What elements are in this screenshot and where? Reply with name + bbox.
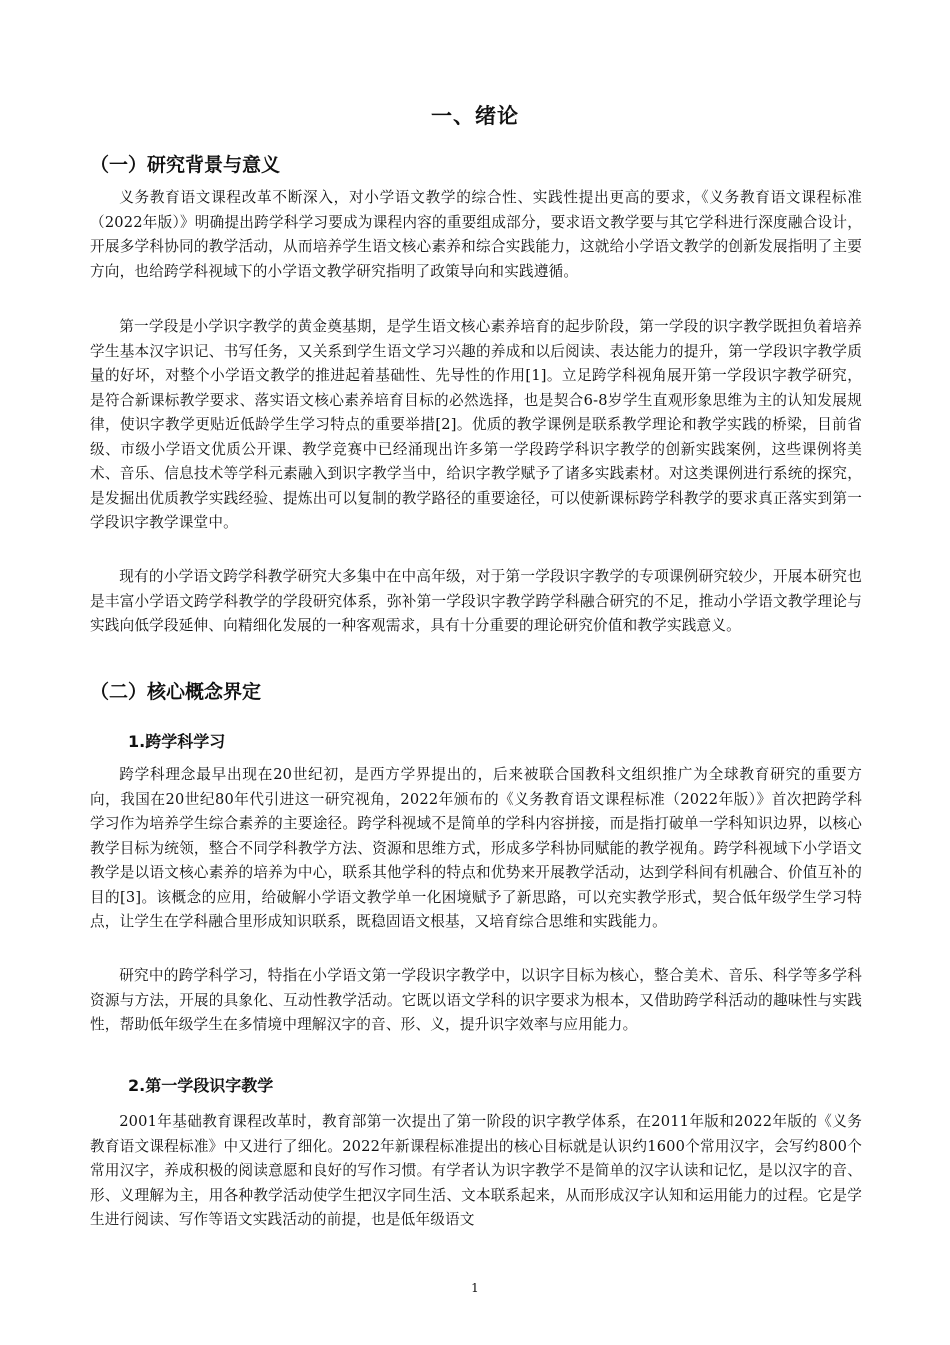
paragraph-background-2: 第一学段是小学识字教学的黄金奠基期，是学生语文核心素养培育的起步阶段，第一学段的识字教学既担负着培养学生基本汉字识记、书写任务，又关系到学生语文学习兴趣的养成和以后阅读、表达能力的提升，第一学段识字教学质量的好坏，对整个小学语文教学的推进起着基础性、先导性的作用[1]。立足跨学科视角展开第一学段识字教学研究，是符合新课标教学要求、落实语文核心素养培育目标的必然选择，也是契合6-8岁学生直观形象思维为主的认知发展规律，使识字教学更贴近低龄学生学习特点的重要举措[2]。优质的教学课例是联系教学理论和教学实践的桥梁，目前省级、市级小学语文优质公开课、教学竞赛中已经涌现出许多第一学段跨学科识字教学的创新实践案例，这些课例将美术、音乐、信息技术等学科元素融入到识字教学当中，给识字教学赋予了诸多实践素材。对这类课例进行系统的探究，是发掘出优质教学实践经验、提炼出可以复制的教学路径的重要途径，可以使新课标跨学科教学的要求真正落实到第一学段识字教学课堂中。 [90,318,862,531]
paragraph-background-1: 义务教育语文课程改革不断深入，对小学语文教学的综合性、实践性提出更高的要求，《义务教育语文课程标准（2022年版）》明确提出跨学科学习要成为课程内容的重要组成部分，要求语文教学要与其它学科进行深度融合设计，开展多学科协同的教学活动，从而培养学生语文核心素养和综合实践能力，这就给小学语文教学的创新发展指明了主要方向，也给跨学科视域下的小学语文教学研究指明了政策导向和实践遵循。 [90,189,862,280]
section-heading-background: （一）研究背景与意义 [90,154,281,176]
paragraph-interdisciplinary-1: 跨学科理念最早出现在20世纪初，是西方学界提出的，后来被联合国教科文组织推广为全球教育研究的重要方向，我国在20世纪80年代引进这一研究视角，2022年颁布的《义务教育语文课程标准（2022年版）》首次把跨学科学习作为培养学生综合素养的主要途径。跨学科视域不是简单的学科内容拼接，而是指打破单一学科知识边界，以核心教学目标为统领，整合不同学科教学方法、资源和思维方式，形成多学科协同赋能的教学视角。跨学科视域下小学语文教学是以语文核心素养的培养为中心，联系其他学科的特点和优势来开展教学活动，达到学科间有机融合、价值互补的目的[3]。该概念的应用，给破解小学语文教学单一化困境赋予了新思路，可以充实教学形式，契合低年级学生学习特点，让学生在学科融合里形成知识联系，既稳固语文根基，又培育综合思维和实践能力。 [90,766,862,930]
chapter-title: 一、绪论 [431,104,519,128]
subsection-heading-literacy: 2.第一学段识字教学 [128,1076,274,1095]
subsection-heading-interdisciplinary: 1.跨学科学习 [128,732,226,751]
paragraph-background-3: 现有的小学语文跨学科教学研究大多集中在中高年级，对于第一学段识字教学的专项课例研究较少，开展本研究也是丰富小学语文跨学科教学的学段研究体系，弥补第一学段识字教学跨学科融合研究的不足，推动小学语文教学理论与实践向低学段延伸、向精细化发展的一种客观需求，具有十分重要的理论研究价值和教学实践意义。 [90,568,862,634]
paragraph-interdisciplinary-2: 研究中的跨学科学习，特指在小学语文第一学段识字教学中，以识字目标为核心，整合美术、音乐、科学等多学科资源与方法，开展的具象化、互动性教学活动。它既以语文学科的识字要求为根本，又借助跨学科活动的趣味性与实践性，帮助低年级学生在多情境中理解汉字的音、形、义，提升识字效率与应用能力。 [90,967,862,1033]
page-number: 1 [471,1281,479,1295]
paragraph-literacy-1: 2001年基础教育课程改革时，教育部第一次提出了第一阶段的识字教学体系，在2011年版和2022年版的《义务教育语文课程标准》中又进行了细化。2022年新课程标准提出的核心目标就是认识约1600个常用汉字，会写约800个常用汉字，养成积极的阅读意愿和良好的写作习惯。有学者认为识字教学不是简单的汉字认读和记忆，是以汉字的音、形、义理解为主，用各种教学活动使学生把汉字同生活、文本联系起来，从而形成汉字认知和运用能力的过程。它是学生进行阅读、写作等语文实践活动的前提，也是低年级语文 [90,1113,862,1228]
section-heading-concepts: （二）核心概念界定 [90,681,262,703]
